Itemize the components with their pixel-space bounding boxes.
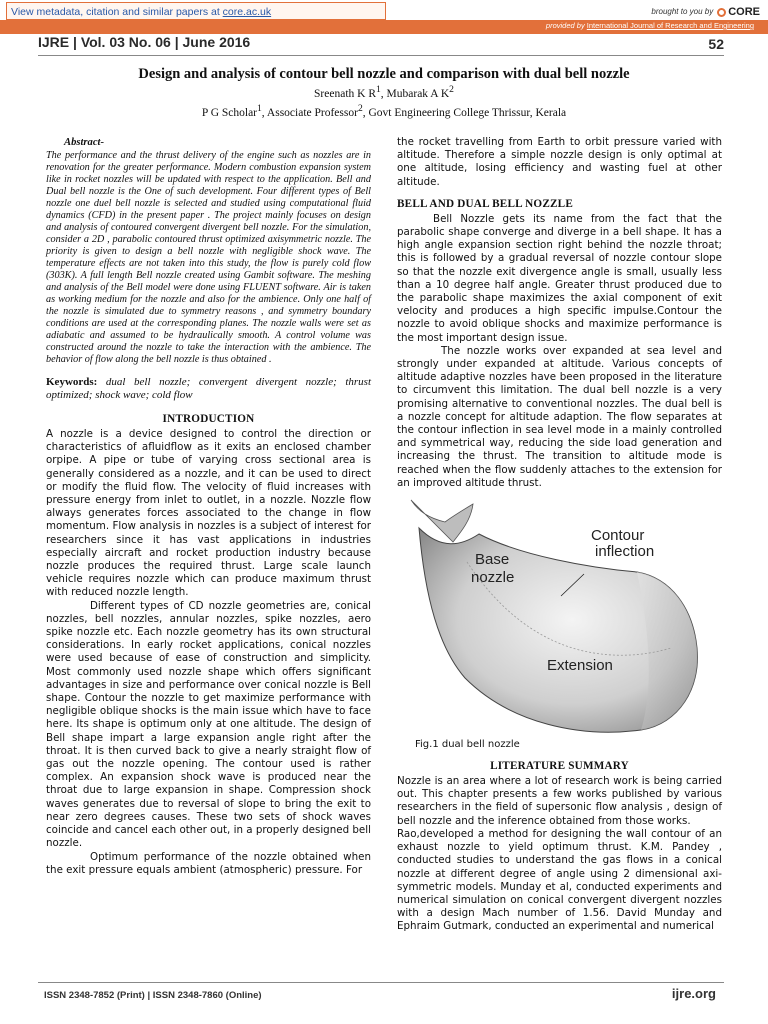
- paper-authors: [38, 84, 730, 100]
- introduction-paragraph-3: Optimum performance of the nozzle obtained when the exit pressure equals ambient (atmospheric) pressure. For: [46, 850, 371, 876]
- provider-link[interactable]: International Journal of Research and Engineering: [586, 21, 754, 30]
- introduction-heading: INTRODUCTION: [162, 413, 255, 425]
- left-column: [46, 136, 371, 877]
- nozzle-illustration: [401, 498, 716, 736]
- bell-section-heading: BELL AND DUAL BELL NOZZLE: [397, 197, 573, 210]
- provided-by-prefix: provided by: [545, 21, 585, 30]
- core-logo-text: CORE: [728, 6, 760, 18]
- figure-caption: Fig.1 dual bell nozzle: [415, 739, 520, 751]
- core-logo-icon: [717, 8, 726, 17]
- base-label-line-2: nozzle: [471, 569, 515, 587]
- keywords-text: dual bell nozzle; convergent divergent nozzle; thrust optimized; shock wave; cold flow: [46, 376, 372, 401]
- right-column: [397, 136, 722, 934]
- paper-affiliation: [38, 103, 730, 119]
- header-divider: [38, 55, 724, 56]
- footer-issn: ISSN 2348-7852 (Print) | ISSN 2348-7860 (Online): [44, 990, 262, 1001]
- author-separator: ,: [380, 87, 387, 100]
- introduction-paragraph-3-continued: the rocket travelling from Earth to orbit pressure varied with altitude. Therefore a simple nozzle design is only optimal at one altitude, losing efficiency and wasting fuel at other altitude.: [397, 136, 722, 188]
- introduction-paragraph-2: Different types of CD nozzle geometries are, conical nozzles, bell nozzles, annular nozzles, spike nozzles, aero spike nozzle etc. Each nozzle geometry has its own structural considerations. In early rocket applications, conical nozzles were used because of ease of construction and simplicity. Most commonly used nozzle shape which offers significant advantages in size and performance over conical nozzle is Bell shape. Contour the nozzle to get maximize performance with negligible oblique shocks is the main issue which have to face here. Its shape is optimum only at one altitude. The design of Bell shape impart a large expansion angle right after the throat. It is then curved back to give a nearly straight flow of gas out the nozzle opening. The contour used is rather complex. An expansion shock wave is produced near the throat due to large expansion in shape. Compression shock waves generates due to reversal of slope to bring the exit to near zero degrees causes. These two sets of shock waves coincide and cancel each other out, in a properly designed bell nozzle.: [46, 599, 371, 850]
- literature-heading: LITERATURE SUMMARY: [490, 760, 629, 773]
- core-logo[interactable]: [717, 3, 760, 21]
- journal-header: [38, 32, 724, 54]
- keywords-label: Keywords:: [46, 376, 98, 388]
- contour-label-line-1: Contour: [591, 527, 645, 545]
- affil-sup-2: 2: [357, 103, 363, 114]
- bell-paragraph-2: The nozzle works over expanded at sea level and strongly under expanded at altitude. Various concepts of altitude adaptive nozzles have been proposed in the literature to circumvent this limitation. The dual bell nozzle is a very promising alternative to conventional nozzles. The dual bell is a nozzle concept for altitude adaption. The flow separates at the contour inflection in sea level mode in a mainly controlled and symmetrical way, reducing the side load generation and increasing the thrust. The transition to altitude mode is reached when the flow suddenly attaches to the extension for an improved altitude thrust.: [397, 344, 722, 489]
- abstract-title: Abstract-: [64, 137, 105, 148]
- bell-paragraph-1: Bell Nozzle gets its name from the fact that the parabolic shape converge and diverge in a bell shape. It has a high angle expansion section right behind the nozzle throat; this is followed by a gradual reversal of nozzle contour slope so that the nozzle exit divergence angle is small, usually less than a 10 degree half angle. Greater thrust produced due to the parabolic shape maximizes the axial component of exit velocity and produces a high specific impulse.Contour the nozzle to avoid oblique shocks and maximize performance is the most important design issue.: [397, 212, 722, 344]
- core-brought-by: [651, 3, 760, 21]
- affil-part-2: , Associate Professor: [261, 106, 358, 119]
- keywords: [46, 376, 371, 402]
- footer-divider: [38, 982, 724, 983]
- extension-label: Extension: [547, 657, 613, 675]
- core-ac-uk-link[interactable]: core.ac.uk: [222, 6, 272, 18]
- author-2: Mubarak A K: [386, 87, 450, 100]
- affil-part-3: , Govt Engineering College Thrissur, Kerala: [362, 106, 567, 119]
- literature-paragraph-2: Rao,developed a method for designing the wall contour of an exhaust nozzle to yield optimum thrust. K.M. Pandey , conducted studies to understand the gas flows in a conical nozzle at different degree of angle using 2 dimensional axi-symmetric models. Munday et al, conducted experiments and numerical simulation on conical convergent divergent nozzles with a design Mach number of 1.56. David Munday and Ephraim Gutmark, conducted an experimental and numerical: [397, 827, 722, 933]
- footer-site[interactable]: ijre.org: [671, 986, 716, 1001]
- brought-by-text: brought to you by: [651, 7, 714, 16]
- dual-bell-nozzle-figure: [401, 498, 716, 736]
- abstract-text: The performance and the thrust delivery of the engine such as nozzles are in renovation for the greater performance. Modern combustion expansion system like in rocket nozzles will be updated with respect to the application. Bell and Dual bell nozzle is the One of such development. Four different types of Bell nozzle one duel bell nozzle is selected and studied using computational fluid dynamics (CFD) in the present paper . The project mainly focuses on design and analysis of contoured convergent divergent bell nozzle. For the simulation, consider a 2D , parabolic contoured thrust optimized axisymmetric nozzle. The priority is given to design a bell nozzle with negligible shock wave. The temperature effects are not taken into this study, the flow is purely cold flow (303K). A full length Bell nozzle created using Gambit software. The meshing and analysis of the Bell model were done using FLUENT software. Air is taken as working medium for the nozzle and also for the ambience. Only one half of the nozzle is simulated due to symmetry reasons , and symmetry boundary conditions are used at the corresponding planes. The nozzle walls were set as adiabatic and assumed to be hydraulically smooth. A control volume was constructed around the nozzle to take the interaction with the ambience. The behavior of flow along the bell nozzle is thus obtained .: [46, 150, 371, 365]
- paper-title: Design and analysis of contour bell nozzle and comparison with dual bell nozzle: [138, 66, 630, 82]
- author-1: Sreenath K R: [314, 87, 376, 100]
- contour-label-line-2: inflection: [595, 543, 655, 561]
- author-2-sup: 2: [449, 84, 454, 95]
- affil-sup-1: 1: [257, 103, 262, 114]
- introduction-paragraph-1: A nozzle is a device designed to control the direction or characteristics of afluidflow as it exits an enclosed chamber orpipe. A pipe or tube of varying cross sectional area is generally considered as a nozzle, and it can be used to direct or modify the fluid flow. The velocity of fluid increases with pressure energy from inlet to outlet, in a nozzle. Nozzle flow always generates forces associated to the change in flow momentum. Flow analysis in nozzles is a subject of interest for researchers since it has vast applications in industries especially aircraft and rocket production industry because nozzle produces the required thrust. Large scale launch vehicle requires nozzle which can produce maximum thrust with reduced nozzle length.: [46, 428, 371, 599]
- provider-text: [546, 21, 754, 30]
- core-metadata-link-box[interactable]: [6, 2, 386, 20]
- base-label-line-1: Base: [475, 551, 510, 569]
- literature-paragraph-1: Nozzle is an area where a lot of research work is being carried out. This chapter presents a few works published by various researchers in the field of supersonic flow analysis , design of bell nozzle and the inference obtained from those works.: [397, 775, 722, 827]
- affil-part-1: P G Scholar: [201, 106, 257, 119]
- page-number: 52: [708, 36, 724, 52]
- journal-issue: IJRE | Vol. 03 No. 06 | June 2016: [38, 34, 251, 50]
- author-1-sup: 1: [376, 84, 381, 95]
- core-metadata-text: View metadata, citation and similar papers at: [11, 6, 220, 18]
